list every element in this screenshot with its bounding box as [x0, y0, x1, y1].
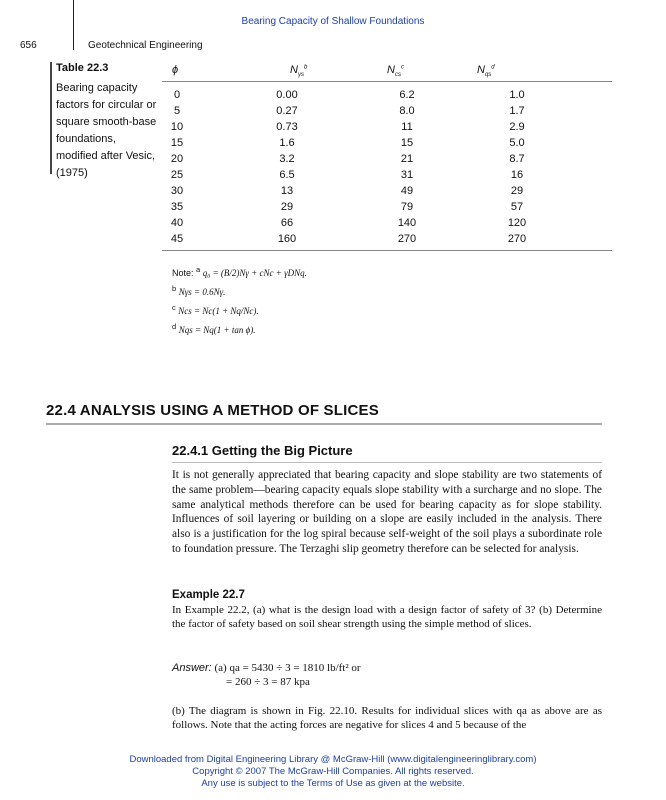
cell-n-c-s: 11: [401, 121, 413, 133]
cell-phi: 35: [170, 201, 184, 213]
cell-n-c-s: 21: [400, 153, 414, 165]
cell-phi: 0: [173, 89, 181, 101]
caption-line: modified after Vesic,: [56, 150, 156, 162]
col-header-n-q-s: $N_{qs}^d$: [477, 64, 495, 79]
cell-phi: 5: [173, 105, 181, 117]
caption-line: foundations,: [56, 133, 116, 145]
table-row: [162, 87, 612, 103]
table-head-rule: [162, 81, 612, 82]
table-row: [162, 119, 612, 135]
example-title: Example 22.7: [172, 589, 245, 601]
answer-line-2: = 260 ÷ 3 = 87 kpa: [226, 676, 310, 688]
example-question: In Example 22.2, (a) what is the design load with a design factor of safety of 3? (b) Determine the factor of safety based on soil shear strength using the simple method of slices.: [172, 604, 602, 630]
header-divider: [73, 0, 74, 50]
cell-n-c-s: 79: [400, 201, 414, 213]
subsection-title: 22.4.1 Getting the Big Picture: [172, 443, 353, 458]
cell-n-q-s: 29: [510, 185, 524, 197]
footer-line-1: Downloaded from Digital Engineering Library @ McGraw-Hill (www.digitalengineeringlibrary.com): [129, 754, 537, 765]
answer-label: Answer:: [172, 662, 212, 674]
cell-phi: 25: [170, 169, 184, 181]
cell-n-c-s: 140: [397, 217, 417, 229]
cell-n-gamma-s: 6.5: [279, 169, 295, 181]
page-number: 656: [20, 40, 37, 51]
book-title: Geotechnical Engineering: [88, 40, 203, 51]
table-row: [162, 231, 612, 247]
cell-n-gamma-s: 0.73: [276, 121, 298, 133]
table-caption-block: [50, 62, 166, 179]
note-d-text: Nqs = Nq(1 + tan ϕ).: [178, 325, 256, 335]
cell-n-q-s: 5.0: [509, 137, 525, 149]
subsection-rule: [172, 462, 602, 463]
cell-phi: 10: [170, 121, 184, 133]
table-notes: [172, 262, 307, 338]
cell-n-gamma-s: 1.6: [279, 137, 295, 149]
cell-n-c-s: 6.2: [399, 89, 415, 101]
caption-line: factors for circular or: [56, 99, 157, 111]
col-header-phi: ϕ: [172, 64, 179, 76]
cell-phi: 40: [170, 217, 184, 229]
cell-phi: 45: [170, 233, 184, 245]
cell-phi: 15: [170, 137, 184, 149]
section-title: 22.4 ANALYSIS USING A METHOD OF SLICES: [46, 402, 379, 419]
example-part-b: (b) The diagram is shown in Fig. 22.10. Results for individual slices with qa as above are as follows. Note that the acting forces are negative for slices 4 and 5 because of the: [172, 705, 602, 731]
cell-n-gamma-s: 0.27: [276, 105, 298, 117]
cell-n-c-s: 15: [400, 137, 414, 149]
body-paragraph: It is not generally appreciated that bearing capacity and slope stability are two statements of the same problem—bearing capacity equals slope stability with a surcharge and no slope. The same analytical methods therefore can be used for bearing capacity as for slope stability. Influences of soil layering or building on a slope are easily included in the analysis. There also is a justification for the log spiral because self-weight of the soil plays a subordinate role to foundation pressure. The Terzaghi slip geometry therefore can be selected for analysis.: [172, 469, 602, 555]
cell-n-q-s: 1.0: [509, 89, 525, 101]
cell-n-q-s: 57: [510, 201, 524, 213]
cell-n-gamma-s: 29: [280, 201, 294, 213]
table-caption: [56, 80, 166, 182]
cell-n-c-s: 270: [397, 233, 417, 245]
cell-n-gamma-s: 13: [280, 185, 294, 197]
table-row: [162, 183, 612, 199]
cell-n-q-s: 16: [510, 169, 524, 181]
caption-line: (1975): [56, 167, 88, 179]
cell-n-q-s: 2.9: [509, 121, 525, 133]
example-answer: [172, 661, 361, 689]
table-row: [162, 167, 612, 183]
cell-n-q-s: 270: [507, 233, 527, 245]
cell-n-q-s: 8.7: [509, 153, 525, 165]
cell-n-gamma-s: 3.2: [279, 153, 295, 165]
cell-n-c-s: 8.0: [399, 105, 415, 117]
cell-n-gamma-s: 160: [277, 233, 297, 245]
footer-line-3: Any use is subject to the Terms of Use as given at the website.: [201, 778, 465, 789]
note-b-text: Nγs = 0.6Nγ.: [178, 287, 226, 297]
table-row: [162, 103, 612, 119]
table-row: [162, 215, 612, 231]
cell-n-gamma-s: 0.00: [276, 89, 298, 101]
table-foot-rule: [162, 250, 612, 251]
table-row: [162, 135, 612, 151]
table-row: [162, 151, 612, 167]
col-header-n-gamma-s: $N_{\gamma s}^b$: [290, 64, 308, 79]
note-d: $^d$ Nqs = Nq(1 + tan ϕ).: [172, 322, 256, 335]
answer-a: (a) qa = 5430 ÷ 3 = 1810 lb/ft² or: [214, 662, 361, 674]
col-header-n-c-s: $N_{cs}^c$: [387, 64, 404, 79]
note-a: Note: $^a$ q₀ = (B/2)Nγ + cNc + γDNq.: [172, 265, 307, 278]
cell-n-q-s: 120: [507, 217, 527, 229]
note-c: $^c$ Ncs = Nc(1 + Nq/Nc).: [172, 303, 259, 316]
table-row: [162, 199, 612, 215]
note-c-text: Ncs = Nc(1 + Nq/Nc).: [178, 306, 259, 316]
cell-phi: 20: [170, 153, 184, 165]
answer-line-1: [172, 661, 361, 675]
caption-line: square smooth-base: [56, 116, 157, 128]
table-body: [162, 87, 612, 247]
cell-n-gamma-s: 66: [280, 217, 294, 229]
note-b: $^b$ Nγs = 0.6Nγ.: [172, 284, 226, 297]
running-title: Bearing Capacity of Shallow Foundations: [241, 16, 425, 27]
cell-n-c-s: 49: [400, 185, 414, 197]
cell-phi: 30: [170, 185, 184, 197]
page-footer: [0, 754, 666, 790]
note-a-prefix: Note:: [172, 268, 197, 278]
cell-n-q-s: 1.7: [509, 105, 525, 117]
caption-line: Bearing capacity: [56, 82, 138, 94]
note-a-text: q₀ = (B/2)Nγ + cNc + γDNq.: [202, 268, 307, 278]
footer-line-2: Copyright © 2007 The McGraw-Hill Companies. All rights reserved.: [192, 766, 474, 777]
cell-n-c-s: 31: [400, 169, 414, 181]
section-rule: [46, 423, 602, 425]
table-label: Table 22.3: [56, 62, 109, 74]
